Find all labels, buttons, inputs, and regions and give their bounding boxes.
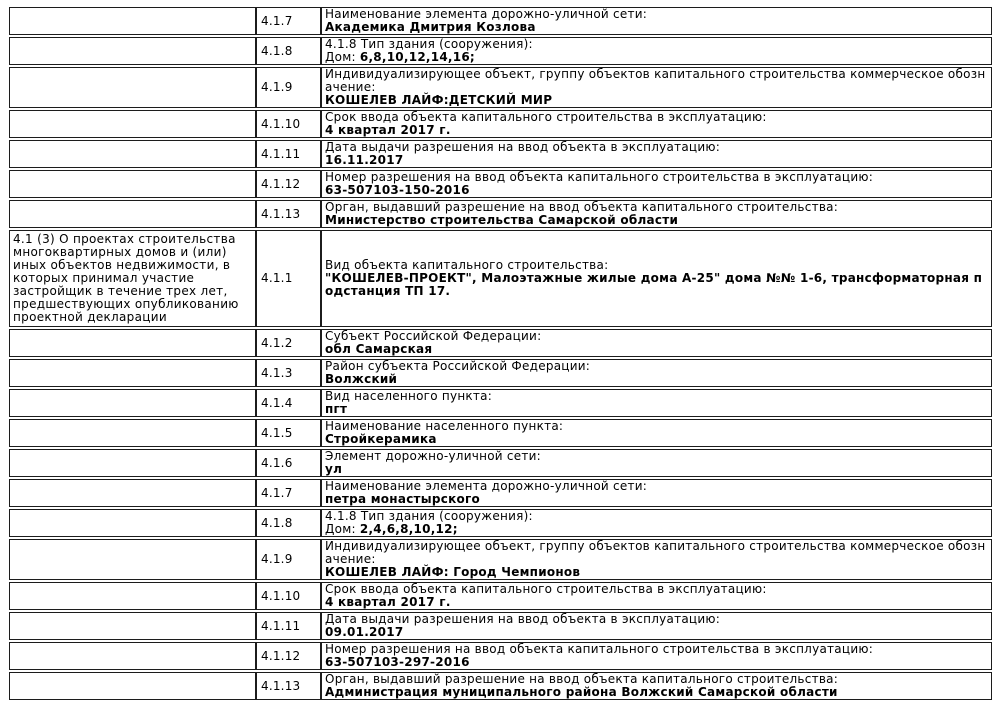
row-content-cell xyxy=(321,449,992,477)
empty-left-cell xyxy=(9,612,256,640)
value-text: петра монастырского xyxy=(325,492,480,506)
field-label: Наименование элемента дорожно-уличной сети: xyxy=(325,479,648,493)
field-label: Наименование элемента дорожно-уличной сети: xyxy=(325,7,648,21)
table-row xyxy=(9,7,992,35)
row-number: 4.1.13 xyxy=(256,672,321,700)
table-row xyxy=(9,329,992,357)
value-text: Министерство строительства Самарской области xyxy=(325,213,679,227)
field-value xyxy=(325,124,989,137)
row-number: 4.1.11 xyxy=(256,140,321,168)
row-number: 4.1.4 xyxy=(256,389,321,417)
value-text: 2,4,6,8,10,12; xyxy=(359,522,458,536)
value-text: обл Самарская xyxy=(325,342,433,356)
row-number: 4.1.6 xyxy=(256,449,321,477)
table-row xyxy=(9,642,992,670)
row-number: 4.1.2 xyxy=(256,329,321,357)
row-number: 4.1.9 xyxy=(256,67,321,108)
row-content-cell xyxy=(321,419,992,447)
field-value xyxy=(325,51,989,64)
row-number: 4.1.5 xyxy=(256,419,321,447)
field-value xyxy=(325,373,989,386)
row-content-cell xyxy=(321,37,992,65)
table-row xyxy=(9,67,992,108)
table-row xyxy=(9,110,992,138)
field-label: Наименование населенного пункта: xyxy=(325,419,564,433)
empty-left-cell xyxy=(9,582,256,610)
field-value xyxy=(325,433,989,446)
table-row xyxy=(9,419,992,447)
value-text: Стройкерамика xyxy=(325,432,437,446)
field-value xyxy=(325,596,989,609)
row-number: 4.1.12 xyxy=(256,642,321,670)
row-content-cell xyxy=(321,230,992,327)
row-content-cell xyxy=(321,329,992,357)
field-label: 4.1.8 Тип здания (сооружения): xyxy=(325,37,533,51)
field-value xyxy=(325,626,989,639)
empty-left-cell xyxy=(9,509,256,537)
row-content-cell xyxy=(321,672,992,700)
value-text: КОШЕЛЕВ ЛАЙФ: Город Чемпионов xyxy=(325,565,581,579)
row-content-cell xyxy=(321,110,992,138)
empty-left-cell xyxy=(9,642,256,670)
field-value xyxy=(325,154,989,167)
field-value xyxy=(325,21,989,34)
field-label: Элемент дорожно-уличной сети: xyxy=(325,449,541,463)
row-content-cell xyxy=(321,7,992,35)
empty-left-cell xyxy=(9,479,256,507)
value-text: ул xyxy=(325,462,343,476)
row-number: 4.1.1 xyxy=(256,230,321,327)
row-number: 4.1.10 xyxy=(256,110,321,138)
field-label: Субъект Российской Федерации: xyxy=(325,329,542,343)
value-text: Администрация муниципального района Волжский Самарской области xyxy=(325,685,838,699)
value-prefix: Дом: xyxy=(325,50,360,64)
row-content-cell xyxy=(321,539,992,580)
empty-left-cell xyxy=(9,170,256,198)
row-number: 4.1.12 xyxy=(256,170,321,198)
table-row xyxy=(9,582,992,610)
row-number: 4.1.10 xyxy=(256,582,321,610)
field-label: Дата выдачи разрешения на ввод объекта в эксплуатацию: xyxy=(325,612,721,626)
row-number: 4.1.11 xyxy=(256,612,321,640)
table-row xyxy=(9,230,992,327)
field-value xyxy=(325,566,989,579)
row-content-cell xyxy=(321,359,992,387)
empty-left-cell xyxy=(9,110,256,138)
table-row xyxy=(9,389,992,417)
empty-left-cell xyxy=(9,67,256,108)
field-value xyxy=(325,214,989,227)
field-label: Район субъекта Российской Федерации: xyxy=(325,359,591,373)
value-text: пгт xyxy=(325,402,348,416)
value-text: Академика Дмитрия Козлова xyxy=(325,20,536,34)
empty-left-cell xyxy=(9,672,256,700)
table-row xyxy=(9,37,992,65)
field-value xyxy=(325,94,989,107)
value-text: "КОШЕЛЕВ-ПРОЕКТ", Малоэтажные жилые дома А-25" дома №№ 1-6, трансформаторная подстанция ТП 17. xyxy=(325,271,983,298)
row-content-cell xyxy=(321,140,992,168)
table-row xyxy=(9,479,992,507)
row-number: 4.1.3 xyxy=(256,359,321,387)
empty-left-cell xyxy=(9,539,256,580)
row-content-cell xyxy=(321,67,992,108)
value-prefix: Дом: xyxy=(325,522,360,536)
field-value xyxy=(325,523,989,536)
value-text: Волжский xyxy=(325,372,398,386)
value-text: 4 квартал 2017 г. xyxy=(325,123,451,137)
field-label: Вид населенного пункта: xyxy=(325,389,493,403)
field-value xyxy=(325,184,989,197)
field-label: Орган, выдавший разрешение на ввод объекта капитального строительства: xyxy=(325,672,839,686)
row-number: 4.1.9 xyxy=(256,539,321,580)
value-text: 09.01.2017 xyxy=(325,625,404,639)
value-text: КОШЕЛЕВ ЛАЙФ:ДЕТСКИЙ МИР xyxy=(325,93,553,107)
row-number: 4.1.13 xyxy=(256,200,321,228)
field-label: 4.1.8 Тип здания (сооружения): xyxy=(325,509,533,523)
empty-left-cell xyxy=(9,200,256,228)
row-content-cell xyxy=(321,389,992,417)
row-content-cell xyxy=(321,170,992,198)
row-number: 4.1.7 xyxy=(256,479,321,507)
value-text: 16.11.2017 xyxy=(325,153,404,167)
table-row xyxy=(9,359,992,387)
row-number: 4.1.8 xyxy=(256,509,321,537)
row-content-cell xyxy=(321,509,992,537)
field-value xyxy=(325,403,989,416)
table-row xyxy=(9,672,992,700)
field-label: Индивидуализирующее объект, группу объектов капитального строительства коммерческое обозначение: xyxy=(325,67,986,94)
field-value xyxy=(325,343,989,356)
empty-left-cell xyxy=(9,7,256,35)
field-value xyxy=(325,493,989,506)
row-number: 4.1.8 xyxy=(256,37,321,65)
empty-left-cell xyxy=(9,389,256,417)
table-row xyxy=(9,612,992,640)
field-label: Орган, выдавший разрешение на ввод объекта капитального строительства: xyxy=(325,200,839,214)
field-label: Номер разрешения на ввод объекта капитального строительства в эксплуатацию: xyxy=(325,642,874,656)
empty-left-cell xyxy=(9,449,256,477)
table-body xyxy=(9,7,992,700)
field-label: Номер разрешения на ввод объекта капитального строительства в эксплуатацию: xyxy=(325,170,874,184)
section-note-cell: 4.1 (3) О проектах строительства многоквартирных домов и (или) иных объектов недвижимости, в которых принимал участие застройщик в течение трех лет, предшествующих опубликованию проектной декларации xyxy=(9,230,256,327)
empty-left-cell xyxy=(9,419,256,447)
empty-left-cell xyxy=(9,359,256,387)
value-text: 4 квартал 2017 г. xyxy=(325,595,451,609)
empty-left-cell xyxy=(9,140,256,168)
empty-left-cell xyxy=(9,329,256,357)
row-content-cell xyxy=(321,582,992,610)
field-label: Срок ввода объекта капитального строительства в эксплуатацию: xyxy=(325,110,767,124)
field-label: Вид объекта капитального строительства: xyxy=(325,258,609,272)
row-content-cell xyxy=(321,642,992,670)
field-value xyxy=(325,463,989,476)
row-content-cell xyxy=(321,479,992,507)
field-value xyxy=(325,272,989,298)
table-row xyxy=(9,170,992,198)
field-label: Дата выдачи разрешения на ввод объекта в эксплуатацию: xyxy=(325,140,721,154)
table-row xyxy=(9,200,992,228)
table-row xyxy=(9,539,992,580)
row-content-cell xyxy=(321,612,992,640)
field-label: Индивидуализирующее объект, группу объектов капитального строительства коммерческое обозначение: xyxy=(325,539,986,566)
table-row xyxy=(9,509,992,537)
value-text: 63-507103-297-2016 xyxy=(325,655,470,669)
row-number: 4.1.7 xyxy=(256,7,321,35)
field-value xyxy=(325,686,989,699)
table-row xyxy=(9,449,992,477)
row-content-cell xyxy=(321,200,992,228)
value-text: 63-507103-150-2016 xyxy=(325,183,470,197)
table-row xyxy=(9,140,992,168)
project-declaration-table xyxy=(9,5,992,702)
field-value xyxy=(325,656,989,669)
value-text: 6,8,10,12,14,16; xyxy=(359,50,475,64)
empty-left-cell xyxy=(9,37,256,65)
field-label: Срок ввода объекта капитального строительства в эксплуатацию: xyxy=(325,582,767,596)
